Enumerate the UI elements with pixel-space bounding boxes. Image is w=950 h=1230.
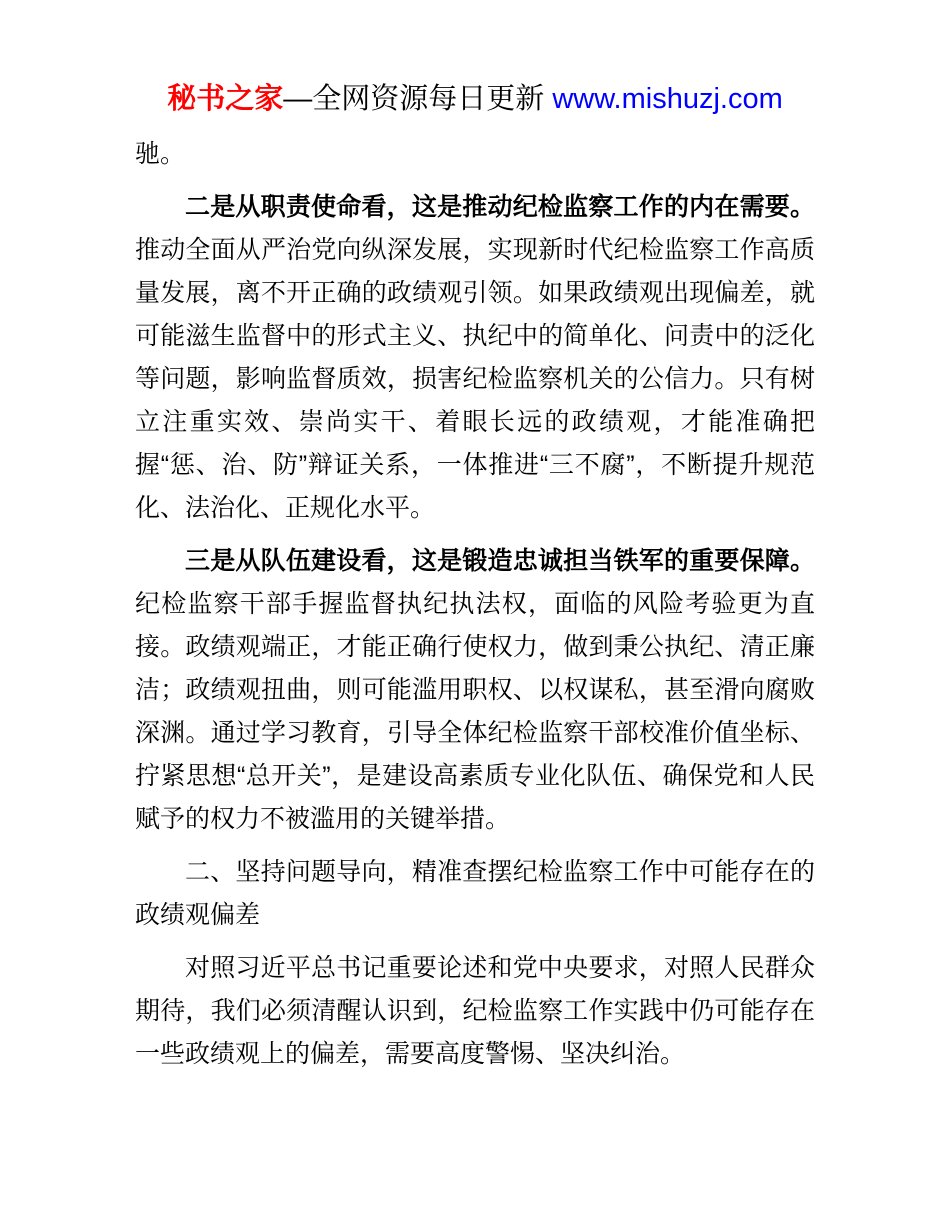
paragraph	[135, 186, 815, 530]
site-name: 秘书之家	[167, 83, 284, 115]
bold-lead-run: 三是从队伍建设看，这是锻造忠诚担当铁军的重要保障。	[185, 547, 815, 575]
text-run: 对照习近平总书记重要论述和党中央要求，对照人民群众期待，我们必须清醒认识到，纪检监察工作实践中仍可能存在一些政绩观上的偏差，需要高度警惕、坚决纠治。	[135, 954, 815, 1068]
site-url-link[interactable]: www.mishuzj.com	[552, 83, 783, 115]
text-run: 纪检监察干部手握监督执纪执法权，面临的风险考验更为直接。政绩观端正，才能正确行使权力，做到秉公执纪、清正廉洁；政绩观扭曲，则可能滥用职权、以权谋私，甚至滑向腐败深渊。通过学习教育，引导全体纪检监察干部校准价值坐标、拧紧思想“总开关”，是建设高素质专业化队伍、确保党和人民赋予的权力不被滥用的关键举措。	[135, 590, 815, 833]
text-run: 二、坚持问题导向，精准查摆纪检监察工作中可能存在的政绩观偏差	[135, 858, 815, 929]
paragraph	[135, 540, 815, 841]
document-body	[135, 133, 815, 1076]
text-run: 驰。	[135, 140, 186, 168]
paragraph	[135, 851, 815, 937]
bold-lead-run: 二是从职责使命看，这是推动纪检监察工作的内在需要。	[185, 193, 815, 221]
header-tagline: —全网资源每日更新	[283, 83, 553, 115]
text-run: 推动全面从严治党向纵深发展，实现新时代纪检监察工作高质量发展，离不开正确的政绩观引领。如果政绩观出现偏差，就可能滋生监督中的形式主义、执纪中的简单化、问责中的泛化等问题，影响监督质效，损害纪检监察机关的公信力。只有树立注重实效、崇尚实干、着眼长远的政绩观，才能准确把握“惩、治、防”辩证关系，一体推进“三不腐”，不断提升规范化、法治化、正规化水平。	[135, 236, 815, 522]
document-header	[135, 83, 815, 115]
paragraph	[135, 133, 815, 176]
paragraph	[135, 947, 815, 1076]
